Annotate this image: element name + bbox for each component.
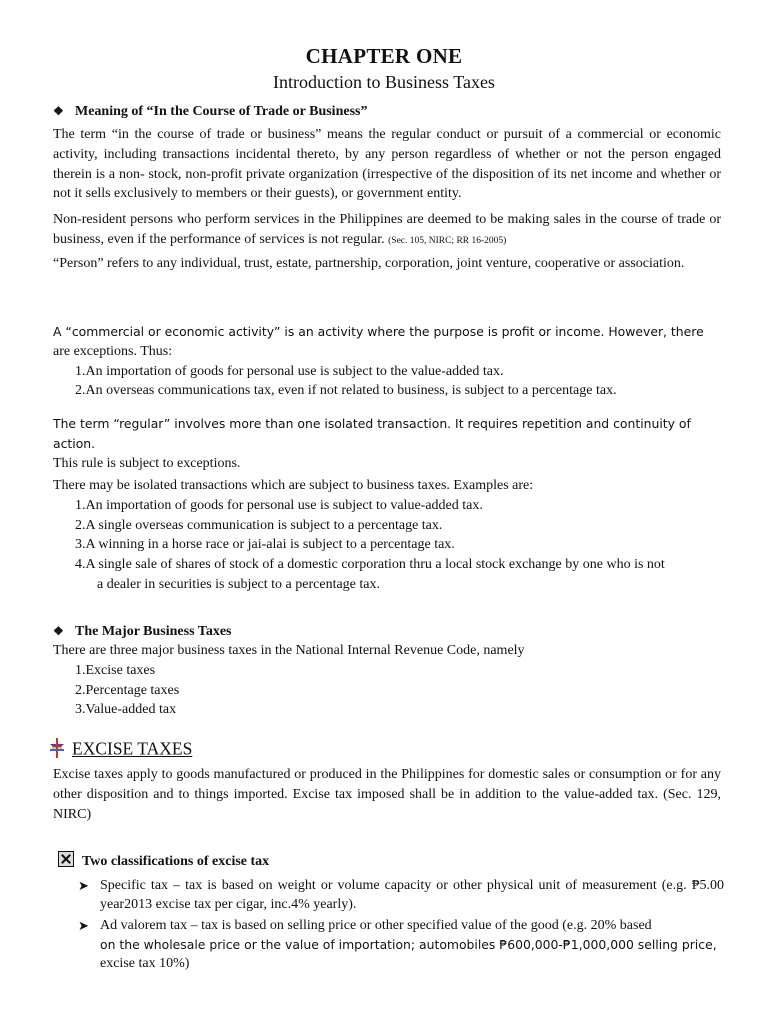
excise-heading-text: EXCISE TAXES <box>72 738 193 759</box>
pushpin-icon <box>48 738 72 763</box>
citation: (Sec. 105, NIRC; RR 16-2005) <box>388 235 507 246</box>
paragraph-commercial-line-1: A “commercial or economic activity” is an activity where the purpose is profit or income. However, there <box>53 324 704 339</box>
list-item: 1.Excise taxes <box>75 662 156 678</box>
list-item: 3.Value-added tax <box>75 702 177 718</box>
paragraph-non-resident-text: Non-resident persons who perform services in the Philippines are deemed to be making sales in the course of trade or business, even if the performance of services is not regular. <box>53 212 721 247</box>
bullet-specific-tax <box>78 876 724 914</box>
arrow-bullet-icon: ➤ <box>78 918 89 933</box>
list-item: 1.An importation of goods for personal use is subject to value-added tax. <box>75 497 483 513</box>
list-item: 2.A single overseas communication is subject to a percentage tax. <box>75 517 443 533</box>
section-heading-classifications <box>58 851 269 872</box>
paragraph-excise: Excise taxes apply to goods manufactured or produced in the Philippines for domestic sales or consumption or for any other disposition and to things imported. Excise tax imposed shall be in addition to the value-added tax. (Sec. 129, NIRC) <box>53 767 721 822</box>
bullet-ad-valorem-line-1: Ad valorem tax – tax is based on selling price or other specified value of the good (e.g. 20% based <box>100 918 652 933</box>
paragraph-non-resident <box>53 210 721 252</box>
section-heading-text: The Major Business Taxes <box>75 624 232 639</box>
arrow-bullet-icon: ➤ <box>78 878 89 893</box>
bullet-ad-valorem-tax <box>78 916 724 973</box>
list-item: 2.Percentage taxes <box>75 682 180 698</box>
section-heading-text: Meaning of “In the Course of Trade or Business” <box>75 104 368 119</box>
chapter-title: CHAPTER ONE <box>305 44 463 68</box>
bullet-specific-tax-text: Specific tax – tax is based on weight or volume capacity or other physical unit of measurement (e.g. ₱5.00 year2013 excise tax per cigar, inc.4% yearly). <box>100 878 724 912</box>
section-heading-text: Two classifications of excise tax <box>82 854 270 869</box>
paragraph-commercial-activity <box>53 322 721 401</box>
list-item: 1.An importation of goods for personal use is subject to the value-added tax. <box>75 363 504 379</box>
list-item: 3.A winning in a horse race or jai-alai is subject to a percentage tax. <box>75 537 455 553</box>
bullet-ad-valorem-line-2: on the wholesale price or the value of importation; automobiles ₱600,000-₱1,000,000 selling price, <box>100 937 717 952</box>
chapter-subtitle: Introduction to Business Taxes <box>273 72 495 92</box>
paragraph-definition: The term “in the course of trade or business” means the regular conduct or pursuit of a commercial or economic activity, including transactions incidental thereto, by any person regardless of whether or not the person engaged therein is a non- stock, non-profit private organization (irrespective of the disposition of its net income and whether or not it sells exclusively to members or their guests), or government entity. <box>53 127 721 202</box>
diamond-bullet-icon: ❖ <box>53 624 64 638</box>
paragraph-regular-line-2: This rule is subject to exceptions. <box>53 455 241 471</box>
paragraph-commercial-line-2: are exceptions. Thus: <box>53 343 173 359</box>
section-heading-major-taxes <box>53 621 232 642</box>
diamond-bullet-icon: ❖ <box>53 104 64 118</box>
list-item: 2.An overseas communications tax, even if not related to business, is subject to a percentage tax. <box>75 383 617 399</box>
paragraph-major-taxes <box>53 641 721 720</box>
major-taxes-intro: There are three major business taxes in the National Internal Revenue Code, namely <box>53 643 525 658</box>
section-heading-trade-business <box>53 101 367 122</box>
paragraph-person: “Person” refers to any individual, trust, estate, partnership, corporation, joint venture, cooperative or association. <box>53 256 685 271</box>
paragraph-isolated-intro: There may be isolated transactions which are subject to business taxes. Examples are: <box>53 478 534 493</box>
excise-taxes-heading <box>48 738 192 763</box>
list-item-continuation: a dealer in securities is subject to a percentage tax. <box>97 576 380 592</box>
list-item: 4.A single sale of shares of stock of a domestic corporation thru a local stock exchange by one who is not <box>75 557 665 573</box>
paragraph-regular <box>53 414 721 473</box>
paragraph-regular-line-1: The term “regular” involves more than one isolated transaction. It requires repetition and continuity of action. <box>53 416 691 451</box>
checkbox-x-icon <box>58 851 74 867</box>
paragraph-isolated-transactions <box>53 476 721 595</box>
bullet-ad-valorem-line-3: excise tax 10%) <box>100 956 190 971</box>
